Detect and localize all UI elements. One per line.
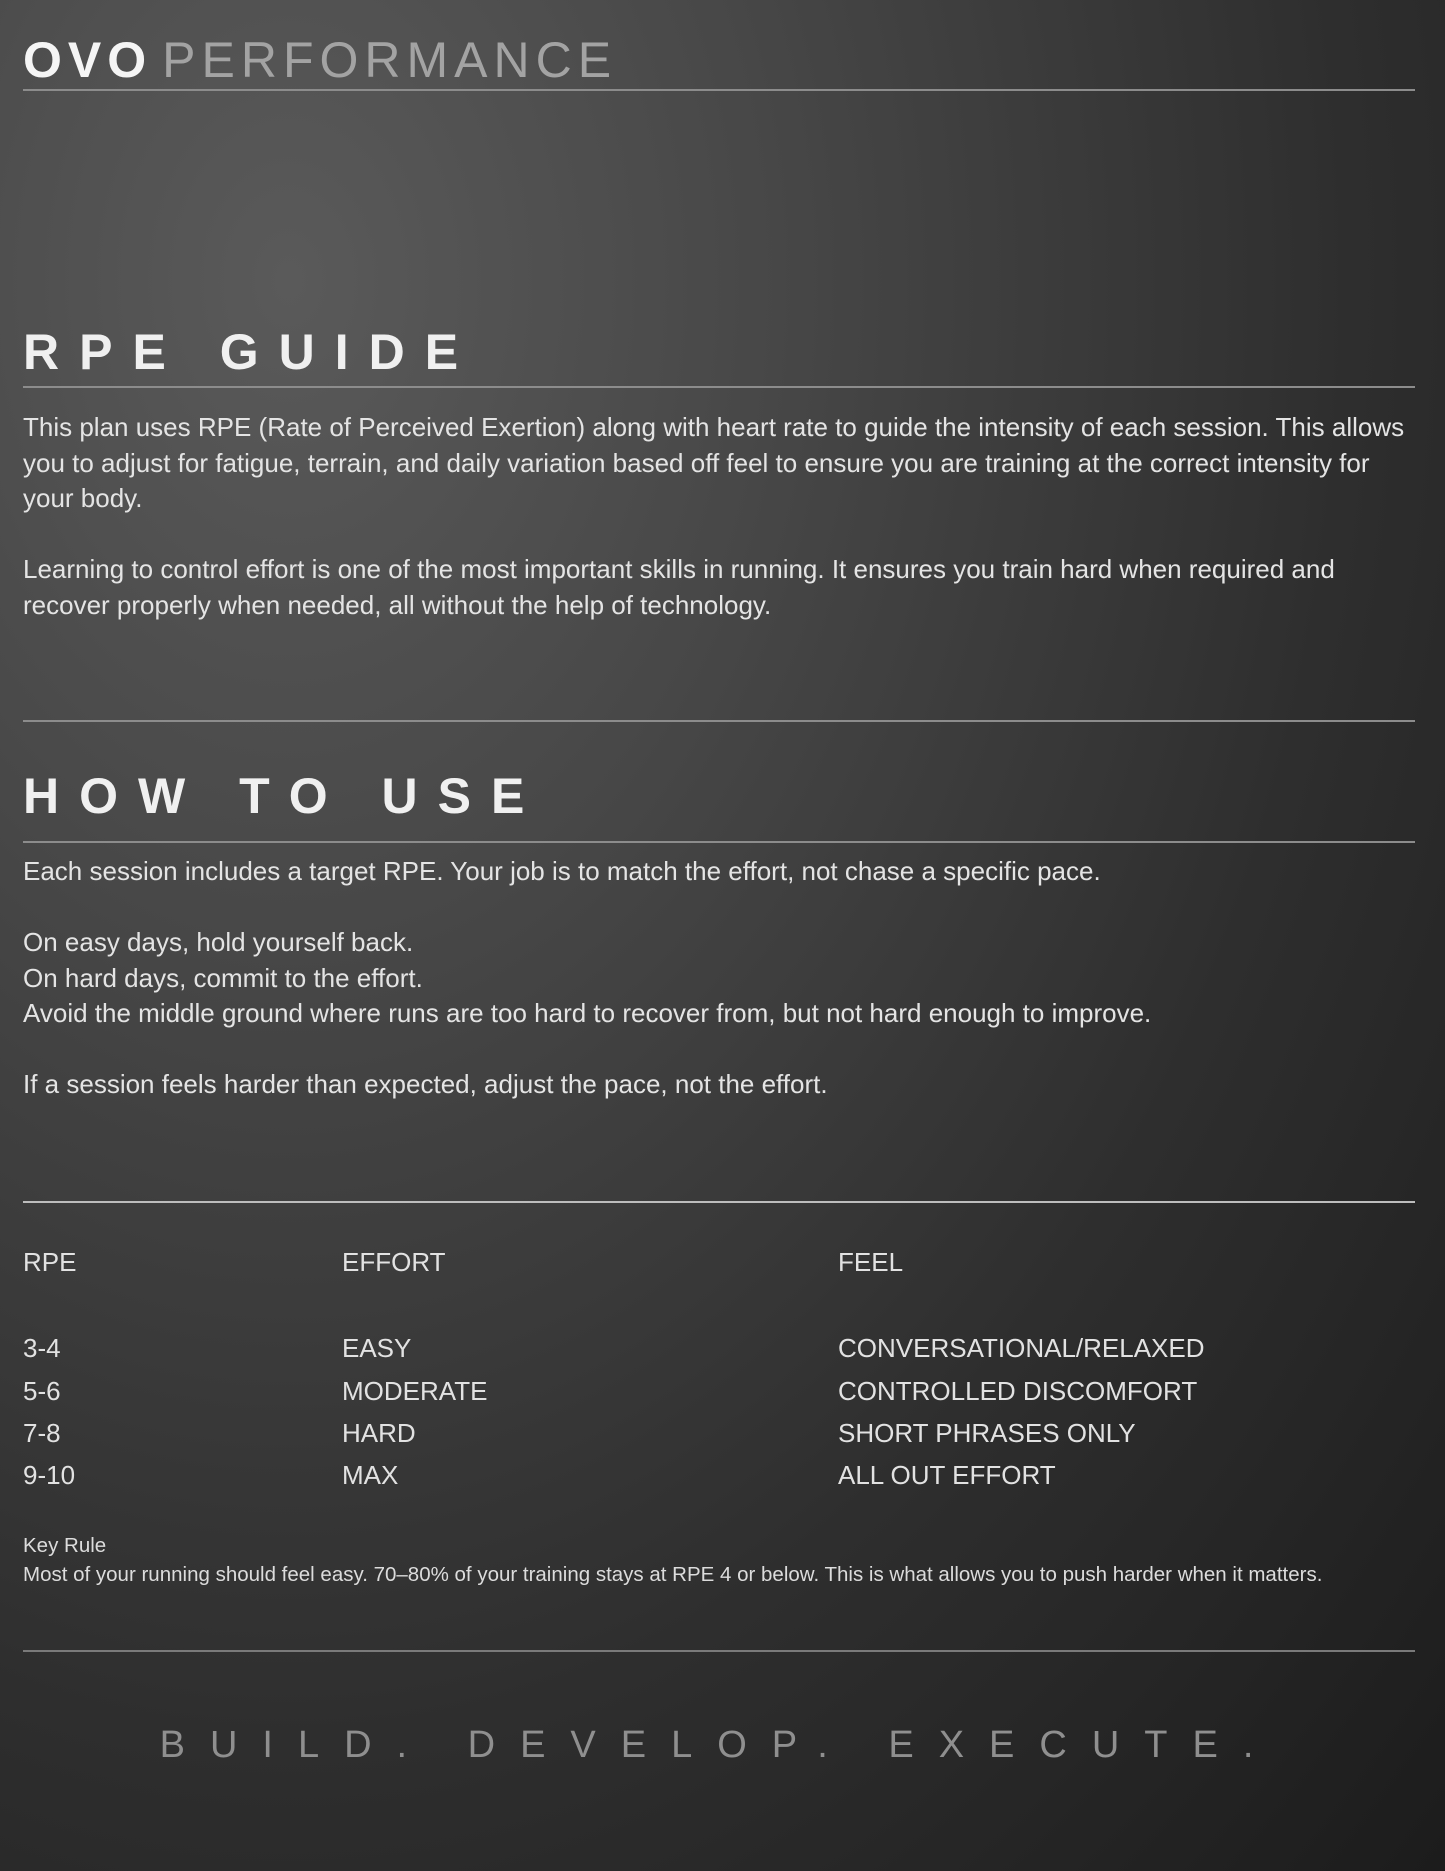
page — [23, 0, 1415, 1871]
how-to-use-divider — [23, 841, 1415, 843]
row-rpe: 9-10 — [23, 1460, 76, 1490]
brand-name-bold: OVO — [23, 32, 153, 88]
how-to-use-body — [23, 854, 1415, 1103]
how-to-use-line: Avoid the middle ground where runs are too hard to recover from, but not hard enough to improve. — [23, 998, 1152, 1028]
key-rule — [23, 1532, 1415, 1589]
how-to-use-intro: Each session includes a target RPE. Your job is to match the effort, not chase a specific pace. — [23, 856, 1101, 886]
row-effort: MAX — [342, 1460, 399, 1490]
tagline: BUILD. DEVELOP. EXECUTE. — [159, 1724, 1279, 1766]
table-header-rpe: RPE — [23, 1247, 77, 1277]
brand-logo — [23, 30, 617, 90]
rpe-guide-body — [23, 410, 1415, 623]
row-effort: MODERATE — [342, 1376, 488, 1406]
table-header-effort: EFFORT — [342, 1247, 446, 1277]
row-rpe: 5-6 — [23, 1376, 61, 1406]
row-feel: ALL OUT EFFORT — [838, 1460, 1056, 1490]
footer-divider — [23, 1650, 1415, 1652]
key-rule-label: Key Rule — [23, 1534, 107, 1557]
row-rpe: 3-4 — [23, 1333, 61, 1363]
rpe-guide-title: RPE GUIDE — [23, 324, 479, 380]
row-feel: SHORT PHRASES ONLY — [838, 1418, 1136, 1448]
rpe-guide-divider — [23, 386, 1415, 388]
brand-name-light: PERFORMANCE — [162, 32, 618, 88]
how-to-use-closing: If a session feels harder than expected, adjust the pace, not the effort. — [23, 1069, 828, 1099]
header-divider — [23, 89, 1415, 91]
row-effort: HARD — [342, 1418, 416, 1448]
how-to-use-line: On hard days, commit to the effort. — [23, 962, 423, 993]
how-to-use-title: HOW TO USE — [23, 768, 545, 824]
rpe-guide-paragraph: Learning to control effort is one of the most important skills in running. It ensures you train hard when required and recover properly when needed, all without the help of technology. — [23, 554, 1335, 620]
row-rpe: 7-8 — [23, 1418, 61, 1448]
table-header-feel: FEEL — [838, 1247, 904, 1277]
row-effort: EASY — [342, 1333, 412, 1363]
row-feel: CONVERSATIONAL/RELAXED — [838, 1333, 1205, 1363]
key-rule-text: Most of your running should feel easy. 70–80% of your training stays at RPE 4 or below. This is what allows you to push harder when it matters. — [23, 1562, 1323, 1586]
row-feel: CONTROLLED DISCOMFORT — [838, 1376, 1198, 1406]
section-divider — [23, 720, 1415, 722]
rpe-guide-paragraph: This plan uses RPE (Rate of Perceived Exertion) along with heart rate to guide the intensity of each session. This allows you to adjust for fatigue, terrain, and daily variation based off feel to ensure you are training at the correct intensity for your body. — [23, 412, 1405, 513]
table-top-divider — [23, 1201, 1415, 1203]
how-to-use-line: On easy days, hold yourself back. — [23, 927, 414, 957]
